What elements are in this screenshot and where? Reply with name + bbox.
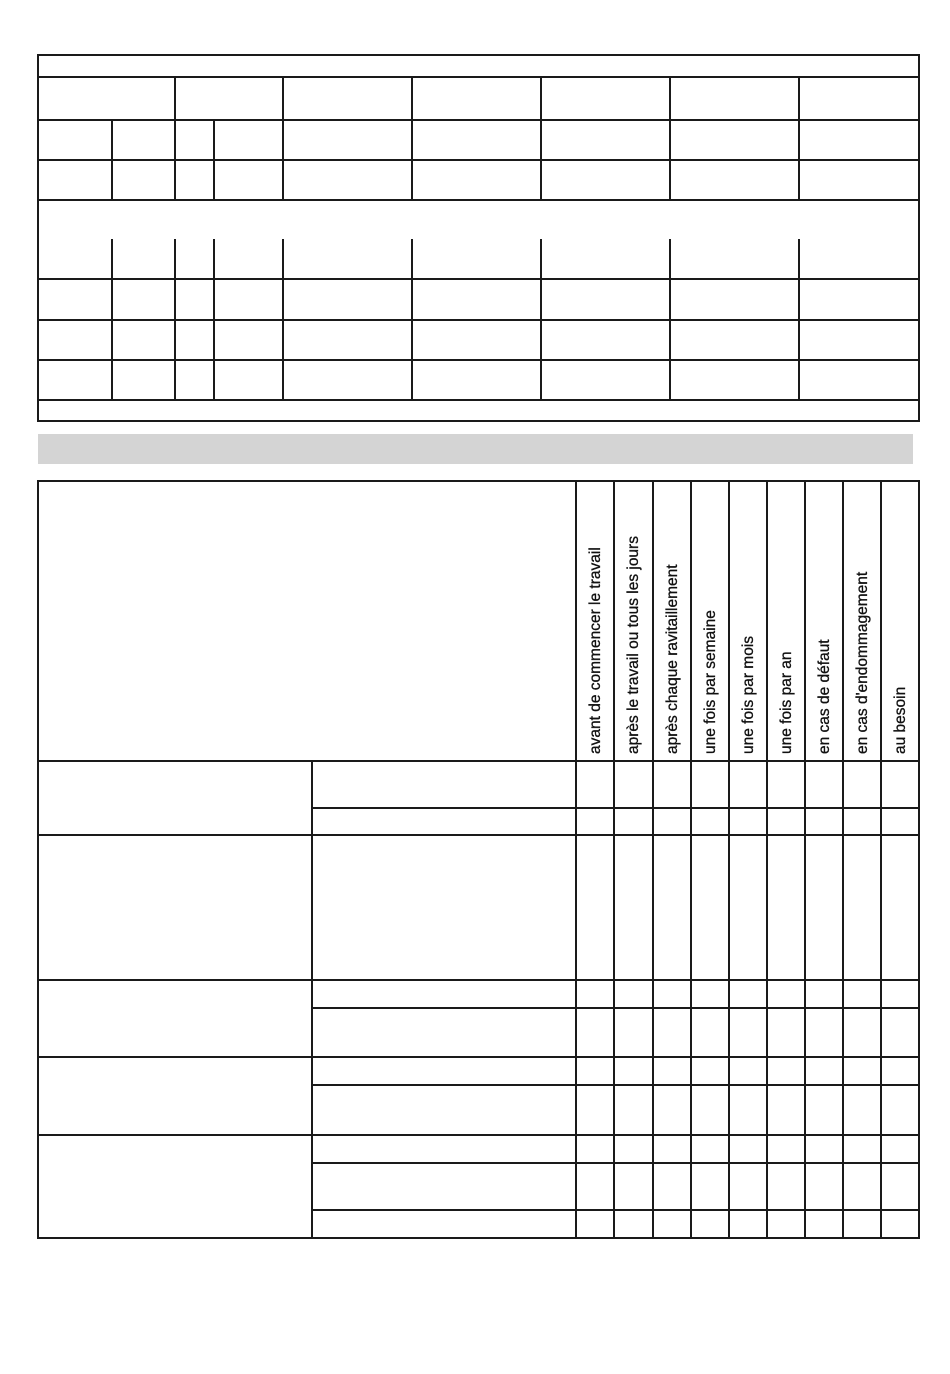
spec-table-col-rule — [540, 239, 542, 400]
spec-table-col-rule — [213, 239, 215, 400]
group-rule — [37, 834, 920, 836]
frequency-header — [654, 484, 684, 754]
spec-table-col-rule — [669, 76, 671, 200]
frequency-header-label: en cas d'endommagement — [854, 571, 871, 754]
spec-table-rule — [37, 76, 920, 78]
section-heading-band — [38, 434, 913, 464]
frequency-header — [577, 484, 607, 754]
frequency-header — [844, 484, 874, 754]
frequency-header — [806, 484, 836, 754]
group-rule — [37, 1134, 920, 1136]
spec-table-rule — [37, 159, 920, 161]
spec-table-col-rule — [798, 76, 800, 200]
frequency-header-label: après chaque ravitaillement — [664, 564, 681, 754]
frequency-header — [692, 484, 722, 754]
spec-table-col-rule — [213, 119, 215, 200]
frequency-header-label: en cas de défaut — [816, 639, 833, 754]
spec-table-col-rule — [798, 239, 800, 400]
spec-table-rule — [37, 119, 920, 121]
spec-table-frame — [37, 54, 920, 422]
spec-table-rule — [37, 359, 920, 361]
component-col-rule — [311, 760, 313, 1239]
frequency-header — [882, 484, 912, 754]
spec-table-rule — [37, 399, 920, 401]
spec-table-rule — [37, 278, 920, 280]
spec-table-col-rule — [411, 239, 413, 400]
frequency-header-label: une fois par semaine — [702, 610, 719, 754]
frequency-header-label: une fois par mois — [740, 635, 757, 754]
spec-table-rule — [37, 319, 920, 321]
frequency-header-label: au besoin — [892, 686, 909, 754]
spec-table-rule — [37, 199, 920, 201]
task-rule — [311, 1007, 920, 1009]
frequency-header-label: avant de commencer le travail — [587, 547, 604, 754]
spec-table-col-rule — [174, 76, 176, 200]
maintenance-header-rule — [37, 760, 920, 762]
frequency-header — [730, 484, 760, 754]
task-rule — [311, 1084, 920, 1086]
group-rule — [37, 1056, 920, 1058]
spec-table-col-rule — [540, 76, 542, 200]
frequency-header-label: une fois par an — [778, 651, 795, 754]
spec-table-col-rule — [282, 239, 284, 400]
group-rule — [37, 979, 920, 981]
frequency-header — [615, 484, 645, 754]
spec-table-col-rule — [111, 239, 113, 400]
frequency-header-label: après le travail ou tous les jours — [625, 536, 642, 754]
spec-table-col-rule — [411, 76, 413, 200]
spec-table-col-rule — [111, 119, 113, 200]
task-rule — [311, 807, 920, 809]
spec-table-col-rule — [669, 239, 671, 400]
task-rule — [311, 1209, 920, 1211]
frequency-header — [768, 484, 798, 754]
spec-table-col-rule — [174, 239, 176, 400]
task-rule — [311, 1162, 920, 1164]
spec-table-col-rule — [282, 76, 284, 200]
